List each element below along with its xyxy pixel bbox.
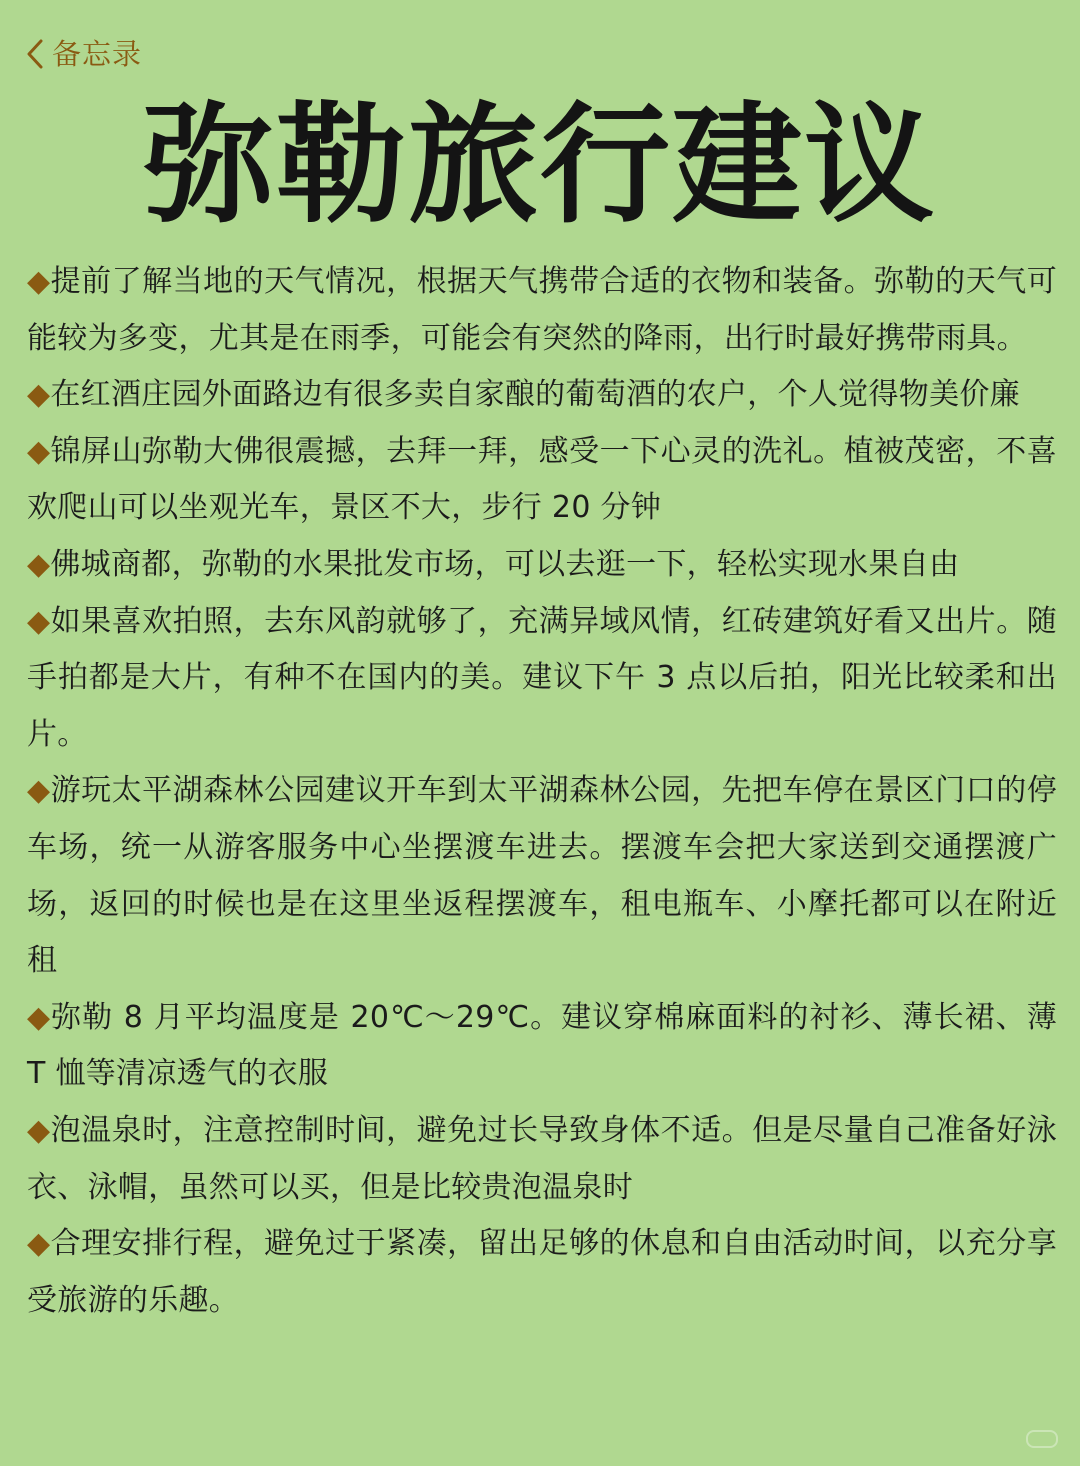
tip-item [27, 367, 1057, 424]
tip-item [27, 1103, 1057, 1216]
diamond-bullet-icon: ◆ [27, 377, 51, 413]
tip-text: 提前了解当地的天气情况，根据天气携带合适的衣物和装备。弥勒的天气可能较为多变，尤其是在雨季，可能会有突然的降雨，出行时最好携带雨具。 [27, 264, 1057, 356]
diamond-bullet-icon: ◆ [27, 603, 51, 639]
back-button[interactable] [24, 30, 142, 78]
chevron-left-icon [24, 30, 50, 78]
tip-text: 泡温泉时，注意控制时间，避免过长导致身体不适。但是尽量自己准备好泳衣、泳帽，虽然可以买，但是比较贵泡温泉时 [27, 1112, 1057, 1205]
tip-item [27, 254, 1057, 367]
page-title: 弥勒旅行建议 [143, 89, 936, 241]
tip-item [27, 594, 1057, 764]
diamond-bullet-icon: ◆ [27, 433, 51, 469]
back-label: 备忘录 [52, 37, 143, 71]
diamond-bullet-icon: ◆ [27, 999, 52, 1035]
tip-text: 锦屏山弥勒大佛很震撼，去拜一拜，感受一下心灵的洗礼。植被茂密，不喜欢爬山可以坐观光车，景区不大，步行 20 分钟 [27, 433, 1057, 526]
tip-item [27, 537, 1057, 594]
tip-text: 弥勒 8 月平均温度是 20℃～29℃。建议穿棉麻面料的衬衫、薄长裙、薄 T 恤等清凉透气的衣服 [27, 999, 1058, 1092]
tip-text: 游玩太平湖森林公园建议开车到太平湖森林公园，先把车停在景区门口的停车场，统一从游客服务中心坐摆渡车进去。摆渡车会把大家送到交通摆渡广场，返回的时候也是在这里坐返程摆渡车，租电瓶车、小摩托都可以在附近租 [27, 773, 1057, 979]
diamond-bullet-icon: ◆ [27, 773, 51, 809]
diamond-bullet-icon: ◆ [27, 264, 51, 299]
tip-text: 佛城商都，弥勒的水果批发市场，可以去逛一下，轻松实现水果自由 [50, 546, 960, 582]
note-body [27, 254, 1057, 1329]
tip-item [27, 1216, 1057, 1329]
tip-item [27, 763, 1057, 989]
watermark-icon [1026, 1430, 1058, 1448]
tip-item [27, 424, 1057, 537]
diamond-bullet-icon: ◆ [27, 1226, 51, 1262]
tip-text: 合理安排行程，避免过于紧凑，留出足够的休息和自由活动时间，以充分享受旅游的乐趣。 [27, 1226, 1057, 1318]
diamond-bullet-icon: ◆ [27, 546, 51, 582]
diamond-bullet-icon: ◆ [27, 1112, 51, 1148]
tip-item [27, 990, 1057, 1103]
tip-text: 如果喜欢拍照，去东风韵就够了，充满异域风情，红砖建筑好看又出片。随手拍都是大片，有种不在国内的美。建议下午 3 点以后拍，阳光比较柔和出片。 [27, 603, 1057, 752]
tip-text: 在红酒庄园外面路边有很多卖自家酿的葡萄酒的农户，个人觉得物美价廉 [50, 377, 1020, 413]
